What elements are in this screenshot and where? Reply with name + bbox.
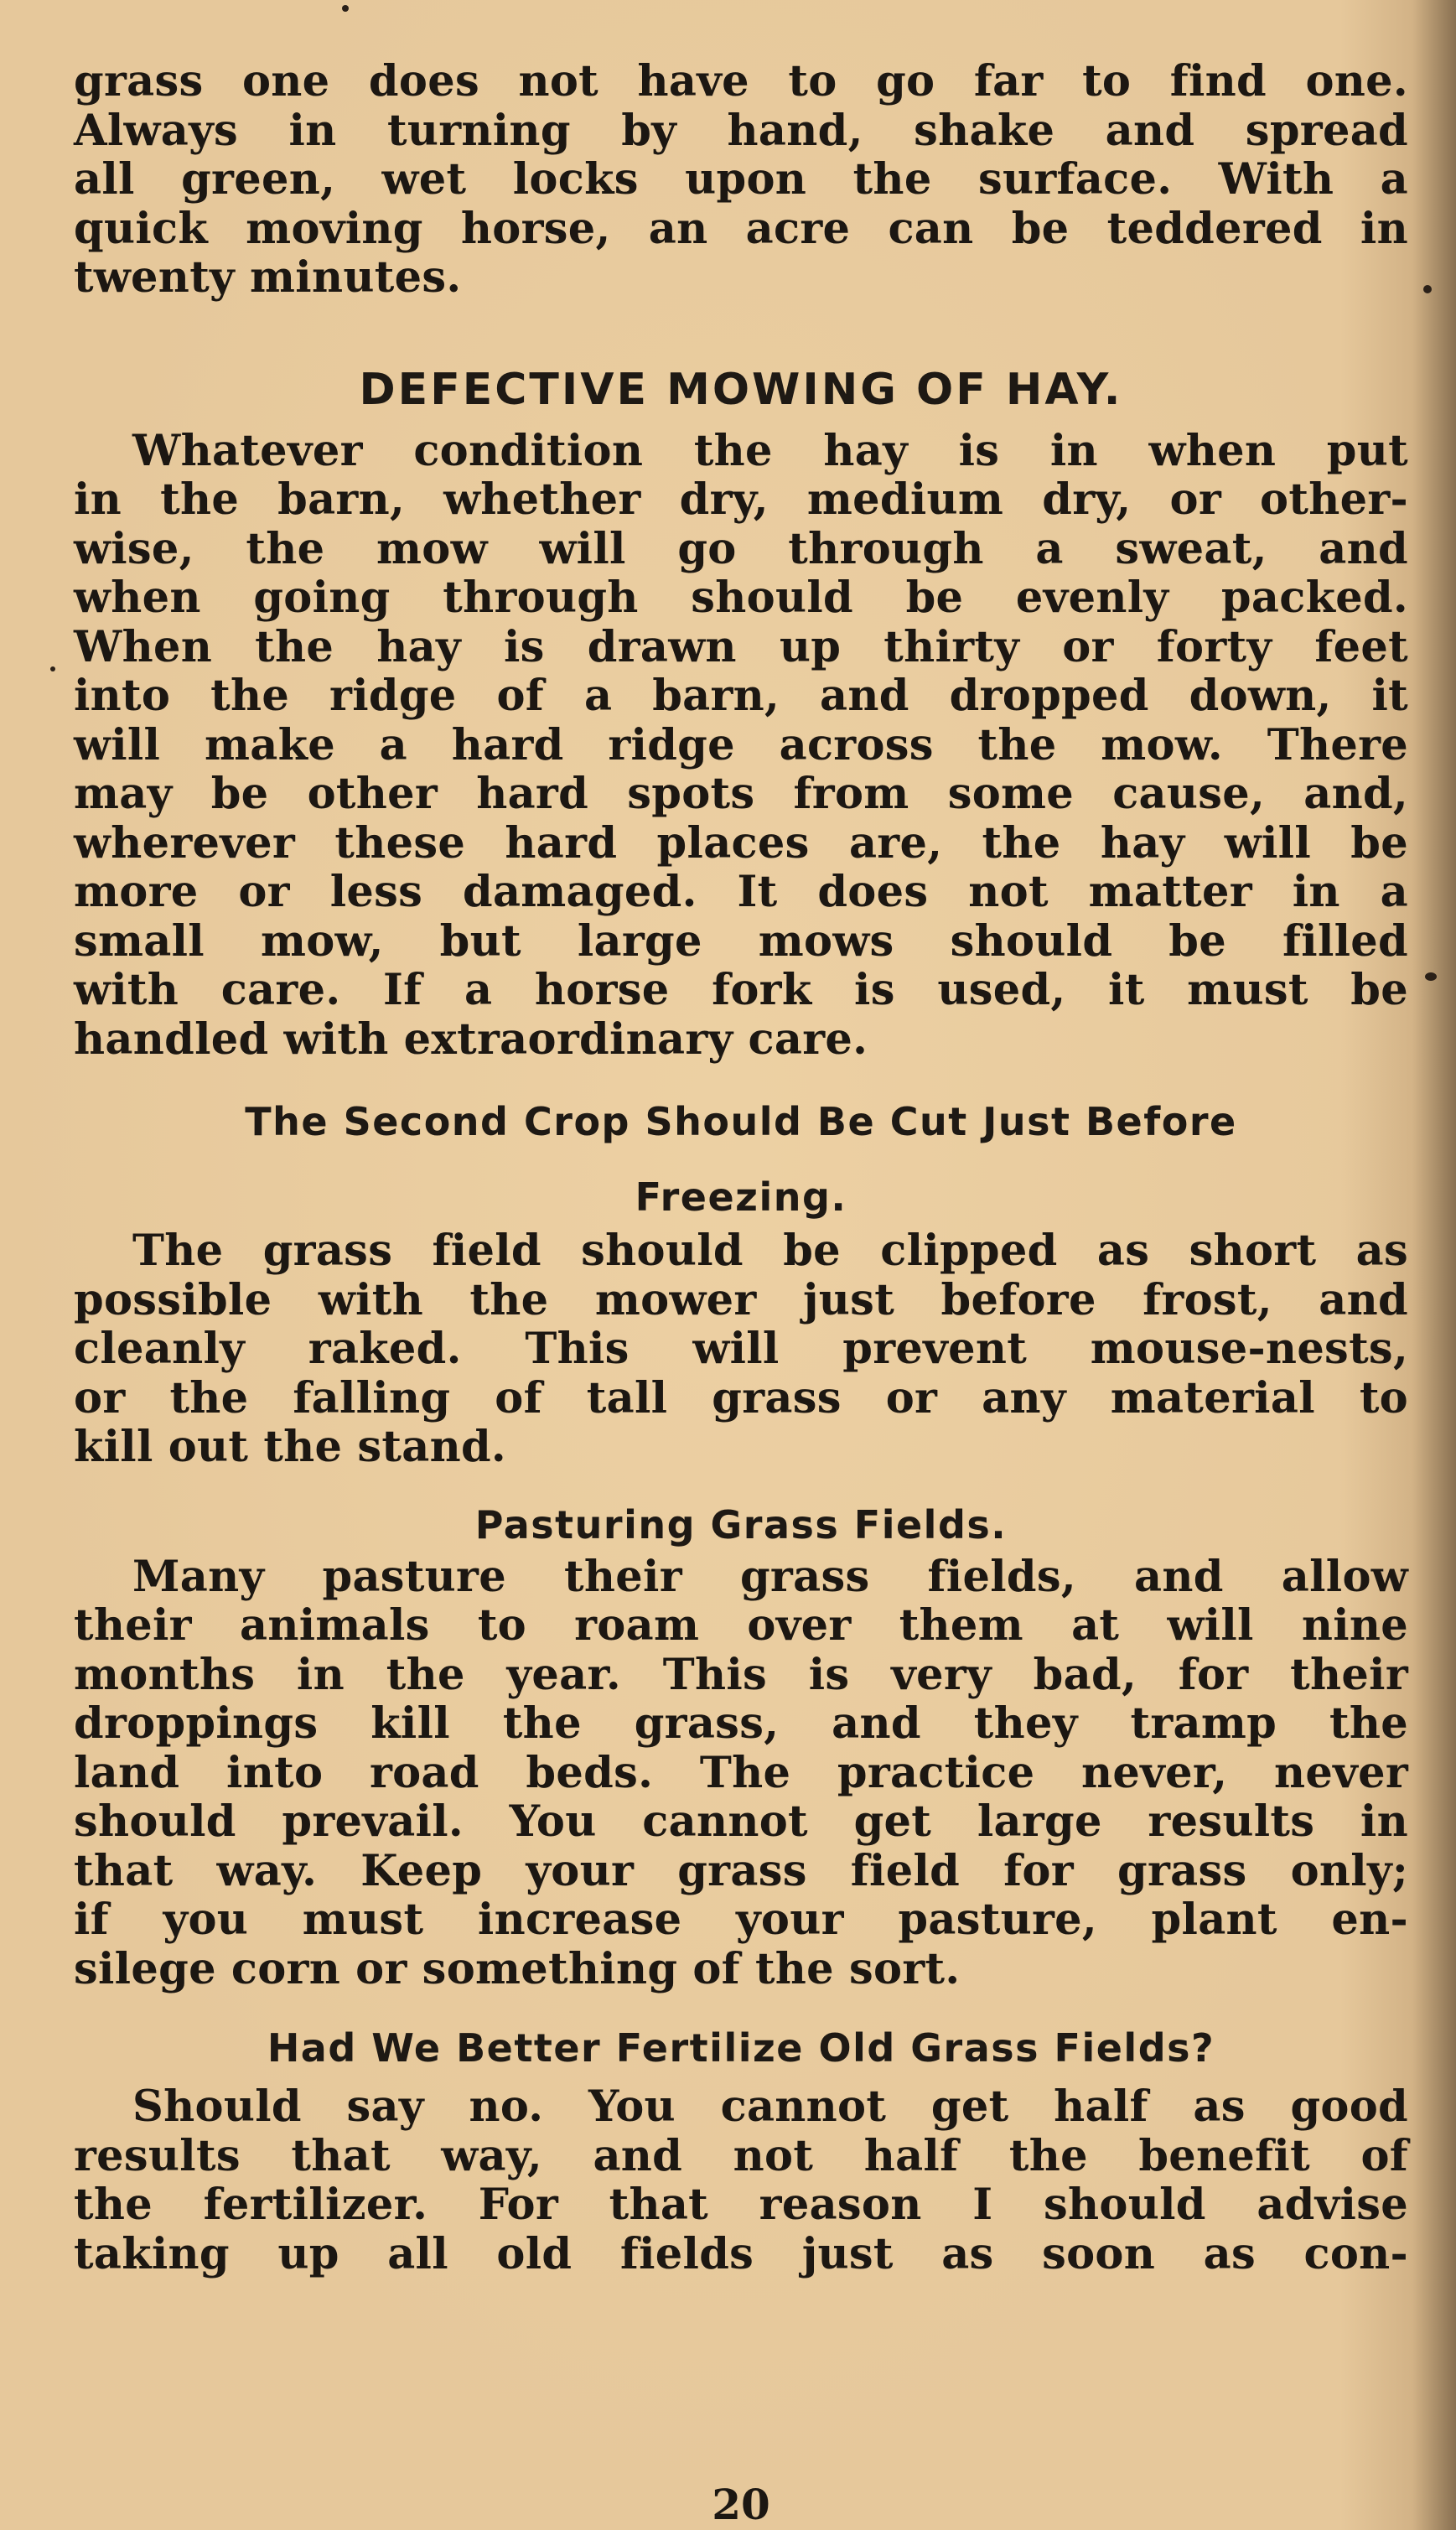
text-line: wise, the mow will go through a sweat, and (74, 523, 1408, 574)
text-line: their animals to roam over them at will nine (74, 1600, 1408, 1651)
text-line: may be other hard spots from some cause, and, (74, 769, 1408, 819)
paragraph-pasturing (74, 1553, 1408, 1994)
heading-second-crop-line-2: Freezing. (635, 1174, 847, 1220)
text-line: kill out the stand. (74, 1422, 506, 1472)
text-line: should prevail. You cannot get large results in (74, 1796, 1408, 1847)
ink-speck (1423, 285, 1432, 293)
text-line: with care. If a horse fork is used, it must be (74, 965, 1408, 1015)
paragraph-defective-mowing (74, 427, 1408, 1065)
ink-speck (1425, 972, 1437, 981)
text-line: into the ridge of a barn, and dropped down, it (74, 671, 1408, 721)
text-line: wherever these hard places are, the hay will be (74, 817, 1408, 868)
text-line: Whatever condition the hay is in when put (132, 425, 1408, 476)
text-line: all green, wet locks upon the surface. With a (74, 154, 1408, 205)
text-line: in the barn, whether dry, medium dry, or other- (74, 474, 1408, 525)
heading-second-crop-line-1: The Second Crop Should Be Cut Just Before (245, 1099, 1237, 1144)
text-line: twenty minutes. (74, 252, 462, 303)
text-line: will make a hard ridge across the mow. There (74, 719, 1408, 770)
text-line: Many pasture their grass fields, and allow (132, 1551, 1408, 1602)
text-line: land into road beds. The practice never, never (74, 1747, 1408, 1798)
text-line: small mow, but large mows should be filled (74, 915, 1408, 967)
heading-pasturing: Pasturing Grass Fields. (474, 1501, 1008, 1548)
text-line: more or less damaged. It does not matter in a (74, 867, 1408, 917)
text-line: Always in turning by hand, shake and spread (74, 105, 1408, 156)
heading-defective-mowing: DEFECTIVE MOWING OF HAY. (359, 364, 1123, 415)
ink-speck (342, 5, 349, 12)
text-line: droppings kill the grass, and they tramp the (74, 1698, 1408, 1749)
text-line: or the falling of tall grass or any material to (74, 1372, 1408, 1423)
text-line: quick moving horse, an acre can be teddered in (74, 203, 1408, 254)
text-line: the fertilizer. For that reason I should advise (74, 2180, 1408, 2230)
paragraph-fertilize (74, 2082, 1408, 2279)
text-line: if you must increase your pasture, plant en- (74, 1895, 1408, 1945)
text-line: cleanly raked. This will prevent mouse-nests, (74, 1324, 1408, 1374)
text-line: silege corn or something of the sort. (74, 1943, 961, 1994)
text-line: that way. Keep your grass field for grass only; (74, 1845, 1408, 1896)
book-page (74, 56, 1408, 2529)
text-line: The grass field should be clipped as short as (132, 1226, 1408, 1276)
heading-fertilize: Had We Better Fertilize Old Grass Fields? (267, 2025, 1215, 2071)
paragraph-second-crop (74, 1226, 1408, 1472)
text-line: months in the year. This is very bad, for their (74, 1649, 1408, 1700)
text-line: possible with the mower just before frost, and (74, 1274, 1408, 1325)
page-number: 20 (712, 2480, 770, 2529)
text-line: Should say no. You cannot get half as good (132, 2082, 1408, 2132)
text-line: handled with extraordinary care. (74, 1014, 868, 1065)
paragraph-intro (74, 57, 1408, 303)
text-line: results that way, and not half the benefit of (74, 2130, 1408, 2181)
text-line: taking up all old fields just as soon as con- (74, 2228, 1408, 2279)
text-line: grass one does not have to go far to find one. (74, 56, 1408, 106)
ink-speck (50, 666, 55, 671)
text-line: When the hay is drawn up thirty or forty feet (74, 621, 1408, 672)
text-line: when going through should be evenly packed. (74, 573, 1408, 623)
